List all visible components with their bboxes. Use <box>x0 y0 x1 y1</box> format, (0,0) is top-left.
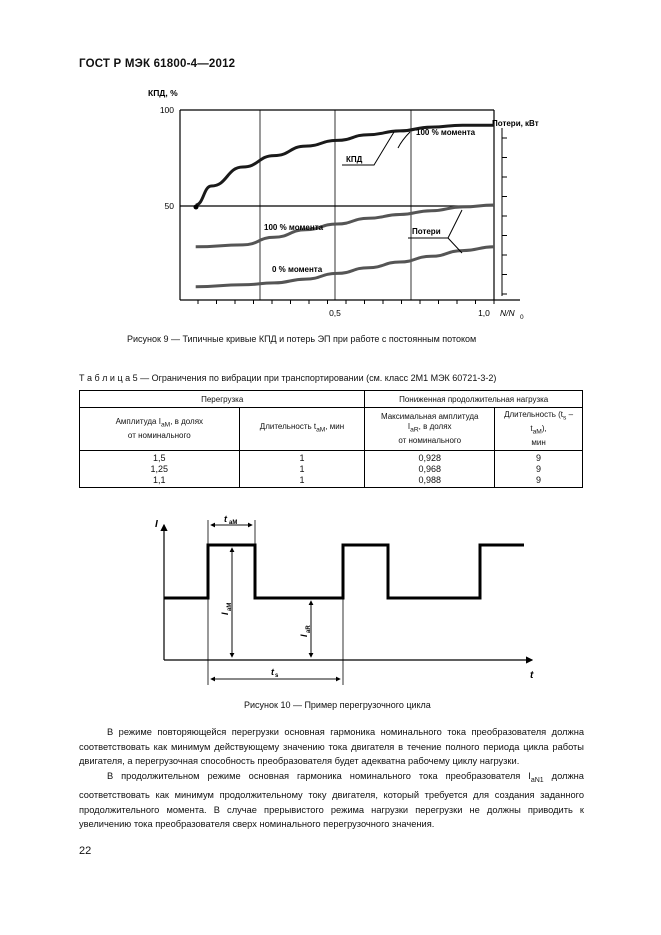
paragraph-2: В продолжительном режиме основная гармоника номинального тока преобразователя $I_{aN1}$ должна соответствовать как минимум продолжительному току двигателя, который требуется для создания заданного продолжительного момента. В случае прерывистого режима нагрузки перегрузки не должны приводить к увеличению тока преобразователя сверх номинального перегрузочного значения. <box>79 770 584 830</box>
losses-100-curve <box>196 205 494 247</box>
col-header-max-amplitude: Максимальная амплитуда $I_{aR}$, в долях от номинального <box>365 408 495 451</box>
label-IaR: I <box>299 634 309 637</box>
y-axis-label: КПД, % <box>148 88 178 98</box>
right-axis-label: Потери, кВт <box>492 119 539 128</box>
col-header-amplitude: Амплитуда $I_{aM}$, в долях от номинального <box>80 408 240 451</box>
overload-waveform <box>164 545 524 598</box>
label-kpd: КПД <box>346 155 363 164</box>
document-header: ГОСТ Р МЭК 61800-4—2012 <box>79 58 236 70</box>
label-taM-sub: aM <box>229 520 238 526</box>
losses-0-curve <box>196 247 494 287</box>
label-taM: t <box>224 514 227 524</box>
table-cell-duration: 1 1 1 <box>239 451 365 488</box>
label-IaM-group <box>220 603 233 615</box>
table-5-title: Т а б л и ц а 5 — Ограничения по вибрации при транспортировании (см. класс 2М1 МЭК 60721-3-2) <box>79 373 497 383</box>
label-ts-sub: s <box>275 673 279 679</box>
figure-9-caption: Рисунок 9 — Типичные кривые КПД и потерь ЭП при работе с постоянным потоком <box>127 334 477 344</box>
body-text <box>79 725 584 832</box>
col-header-duration: Длительность $t_{aM}$, мин <box>239 408 365 451</box>
label-losses: Потери <box>412 227 441 236</box>
y-tick-100: 100 <box>159 105 174 115</box>
figure-9-efficiency-chart <box>0 0 661 360</box>
x-axis-label-sub: 0 <box>520 314 524 321</box>
label-IaM-sub: aM <box>227 602 233 611</box>
figure-10-overload-cycle <box>0 505 661 695</box>
label-loss-100: 100 % момента <box>264 223 324 232</box>
table-cell-max-amplitude: 0,928 0,968 0,988 <box>365 451 495 488</box>
x-tick-1-0: 1,0 <box>478 308 490 318</box>
label-IaM: I <box>220 612 230 615</box>
axis-i-label: I <box>155 519 158 530</box>
col-header-duration-2: Длительность $(t_s - t_{aM})$, мин <box>495 408 583 451</box>
vibration-table <box>79 390 583 488</box>
paragraph-1: В режиме повторяющейся перегрузки основная гармоника номинального тока преобразователя должна соответствовать как минимум действующему значению тока двигателя в течение полного периода цикла работы двигателя, а перегрузочная способность преобразователя будет адекватна рабочему циклу нагрузки. <box>79 727 584 767</box>
right-axis-ticks <box>502 138 507 294</box>
efficiency-start-point <box>194 205 199 210</box>
axis-t-label: t <box>530 670 534 681</box>
eff-label-leader <box>398 132 410 148</box>
x-tick-0-5: 0,5 <box>329 308 341 318</box>
table-cell-duration-2: 9 9 9 <box>495 451 583 488</box>
label-eff-100: 100 % момента <box>416 128 476 137</box>
table-cell-amplitude: 1,5 1,25 1,1 <box>80 451 240 488</box>
label-IaR-sub: aR <box>306 625 312 633</box>
group-header-overload: Перегрузка <box>80 391 365 408</box>
label-IaR-group <box>299 625 312 637</box>
label-loss-0: 0 % момента <box>272 265 323 274</box>
page-number: 22 <box>79 845 92 857</box>
figure-10-caption: Рисунок 10 — Пример перегрузочного цикла <box>244 700 431 710</box>
x-axis-label: N/N <box>500 308 515 318</box>
label-ts: t <box>271 667 274 677</box>
group-header-reduced: Пониженная продолжительная нагрузка <box>365 391 583 408</box>
y-tick-50: 50 <box>164 201 174 211</box>
